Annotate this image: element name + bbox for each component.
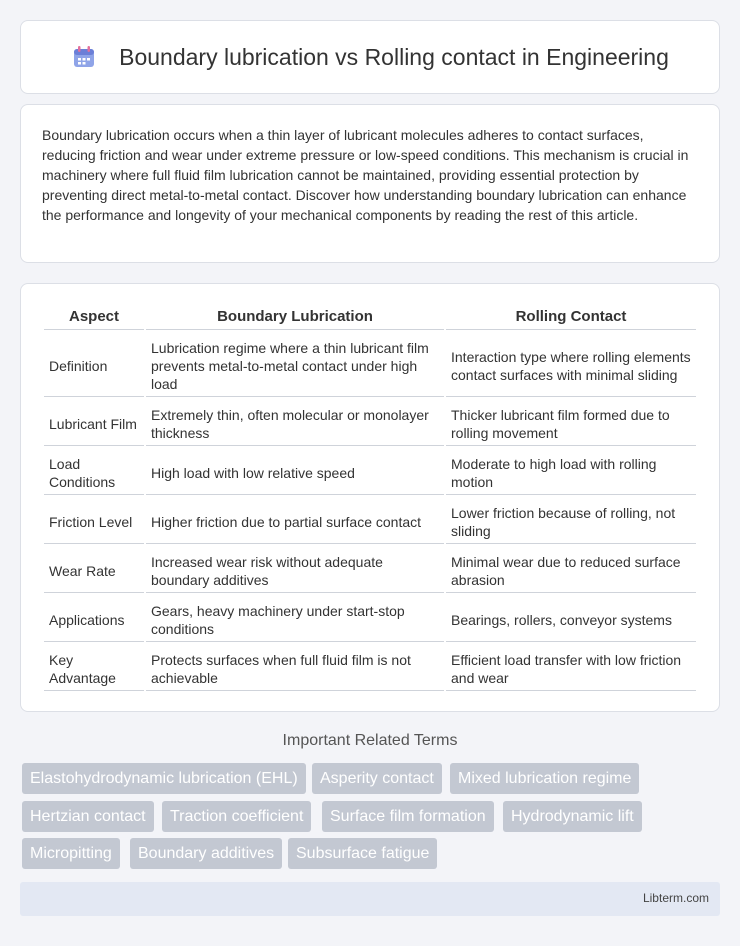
row-boundary: Extremely thin, often molecular or monolayer thickness xyxy=(146,397,444,446)
row-aspect: Lubricant Film xyxy=(44,397,144,446)
related-tag[interactable]: Hydrodynamic lift xyxy=(503,801,642,832)
related-tag[interactable]: Traction coefficient xyxy=(162,801,311,832)
row-rolling: Bearings, rollers, conveyor systems xyxy=(446,593,696,642)
row-aspect: Applications xyxy=(44,593,144,642)
row-aspect: Load Conditions xyxy=(44,446,144,495)
row-boundary: Protects surfaces when full fluid film is not achievable xyxy=(146,642,444,691)
row-rolling: Minimal wear due to reduced surface abrasion xyxy=(446,544,696,593)
table-row xyxy=(44,495,696,544)
related-tag[interactable]: Subsurface fatigue xyxy=(288,838,437,869)
row-rolling: Lower friction because of rolling, not sliding xyxy=(446,495,696,544)
header-boundary-lubrication: Boundary Lubrication xyxy=(146,304,444,330)
row-rolling: Efficient load transfer with low friction and wear xyxy=(446,642,696,691)
header-aspect: Aspect xyxy=(44,304,144,330)
footer-brand[interactable]: Libterm.com xyxy=(642,891,709,905)
footer xyxy=(20,882,720,916)
row-boundary: High load with low relative speed xyxy=(146,446,444,495)
related-tag[interactable]: Asperity contact xyxy=(312,763,442,794)
row-aspect: Friction Level xyxy=(44,495,144,544)
row-rolling: Thicker lubricant film formed due to rolling movement xyxy=(446,397,696,446)
table-row xyxy=(44,397,696,446)
header-rolling-contact: Rolling Contact xyxy=(446,304,696,330)
row-boundary: Increased wear risk without adequate boundary additives xyxy=(146,544,444,593)
table-row xyxy=(44,642,696,691)
table-row xyxy=(44,330,696,397)
comparison-table xyxy=(42,304,698,691)
calendar-icon xyxy=(71,44,97,70)
row-boundary: Lubrication regime where a thin lubricant film prevents metal-to-metal contact under high load xyxy=(146,330,444,397)
table-row xyxy=(44,446,696,495)
related-tag[interactable]: Mixed lubrication regime xyxy=(450,763,639,794)
row-boundary: Gears, heavy machinery under start-stop conditions xyxy=(146,593,444,642)
page-title: Boundary lubrication vs Rolling contact in Engineering xyxy=(119,43,669,70)
row-aspect: Key Advantage xyxy=(44,642,144,691)
header-card xyxy=(20,20,720,94)
comparison-table-card xyxy=(20,283,720,712)
related-tag[interactable]: Hertzian contact xyxy=(22,801,154,832)
related-terms-title: Important Related Terms xyxy=(282,732,458,749)
row-rolling: Moderate to high load with rolling motion xyxy=(446,446,696,495)
row-aspect: Wear Rate xyxy=(44,544,144,593)
related-tag[interactable]: Micropitting xyxy=(22,838,120,869)
related-tag[interactable]: Surface film formation xyxy=(322,801,494,832)
row-rolling: Interaction type where rolling elements contact surfaces with minimal sliding xyxy=(446,330,696,397)
table-row xyxy=(44,593,696,642)
intro-text: Boundary lubrication occurs when a thin layer of lubricant molecules adheres to contact surfaces, reducing friction and wear under extreme pressure or low-speed conditions. This mechanism is crucial in machinery where full fluid film lubrication cannot be maintained, providing essential protection by preventing direct metal-to-metal contact. Discover how understanding boundary lubrication can enhance the performance and longevity of your mechanical components by reading the rest of this article. xyxy=(42,127,689,223)
related-tag[interactable]: Elastohydrodynamic lubrication (EHL) xyxy=(22,763,306,794)
row-boundary: Higher friction due to partial surface contact xyxy=(146,495,444,544)
intro-card xyxy=(20,104,720,263)
row-aspect: Definition xyxy=(44,330,144,397)
table-row xyxy=(44,544,696,593)
table-header-row xyxy=(44,304,696,330)
related-tag[interactable]: Boundary additives xyxy=(130,838,282,869)
